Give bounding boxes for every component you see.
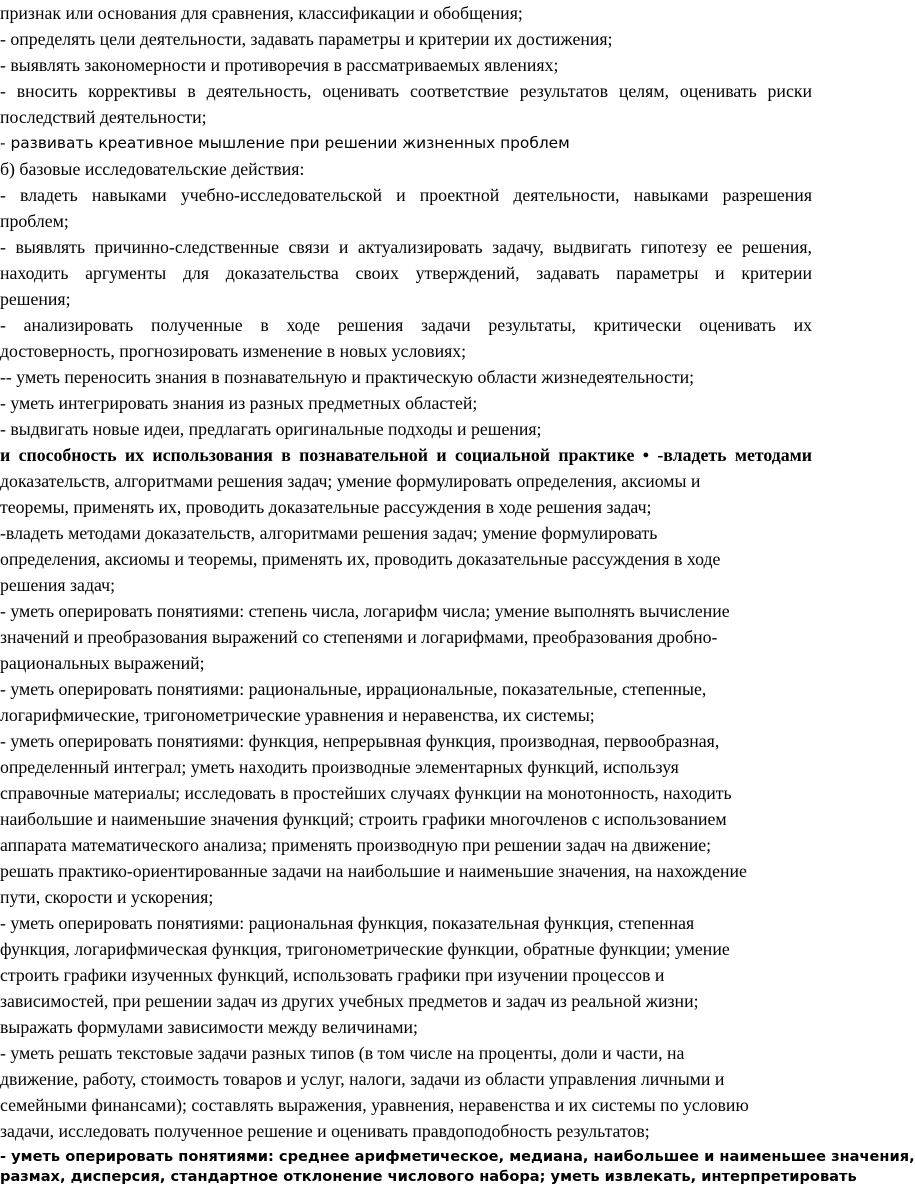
- text-line-sans: размах, дисперсия, стандартное отклонение числового набора; уметь извлекать, интерпретировать: [0, 1168, 857, 1185]
- text-line: значений и преобразования выражений со степенями и логарифмами, преобразования дробно-: [0, 627, 718, 647]
- text-line: определенный интеграл; уметь находить производные элементарных функций, используя: [0, 757, 679, 777]
- text-line: аппарата математического анализа; применять производную при решении задач на движение;: [0, 835, 712, 855]
- text-line: теоремы, применять их, проводить доказательные рассуждения в ходе решения задач;: [0, 497, 652, 517]
- text-line: признак или основания для сравнения, классификации и обобщения;: [0, 3, 523, 23]
- text-line: - определять цели деятельности, задавать параметры и критерии их достижения;: [0, 29, 613, 49]
- text-line: находить аргументы для доказательства своих утверждений, задавать параметры и критерии: [0, 263, 812, 283]
- text-line: - уметь решать текстовые задачи разных типов (в том числе на проценты, доли и части, на: [0, 1043, 685, 1063]
- bold-text-line: [0, 442, 812, 468]
- text-line: - владеть навыками учебно-исследовательской и проектной деятельности, навыками разрешения: [0, 185, 812, 205]
- text-line: справочные материалы; исследовать в простейших случаях функции на монотонность, находить: [0, 783, 732, 803]
- text-line: - анализировать полученные в ходе решения задачи результаты, критически оценивать их: [0, 315, 812, 335]
- text-line: - уметь оперировать понятиями: функция, непрерывная функция, производная, первообразная,: [0, 731, 720, 751]
- text-line: - уметь оперировать понятиями: рациональная функция, показательная функция, степенная: [0, 913, 695, 933]
- text-line: доказательств, алгоритмами решения задач; умение формулировать определения, аксиомы и: [0, 471, 701, 491]
- text-line: движение, работу, стоимость товаров и услуг, налоги, задачи из области управления личными и: [0, 1069, 725, 1089]
- text-line: определения, аксиомы и теоремы, применять их, проводить доказательные рассуждения в ходе: [0, 549, 721, 569]
- text-line: -владеть методами доказательств, алгоритмами решения задач; умение формулировать: [0, 523, 658, 543]
- text-line: -- уметь переносить знания в познавательную и практическую области жизнедеятельности;: [0, 367, 695, 387]
- text-line: последствий деятельности;: [0, 107, 207, 127]
- text-line: наибольшие и наименьшие значения функций; строить графики многочленов с использованием: [0, 809, 727, 829]
- bold-line-part1: и способность их использования в познавательной и социальной практике: [0, 445, 635, 465]
- bold-line-part2: -владеть методами: [657, 445, 813, 465]
- text-line: - выдвигать новые идеи, предлагать оригинальные подходы и решения;: [0, 419, 542, 439]
- text-line: решать практико-ориентированные задачи на наибольшие и наименьшие значения, на нахождение: [0, 861, 747, 881]
- text-line: задачи, исследовать полученное решение и оценивать правдоподобность результатов;: [0, 1121, 650, 1141]
- text-line: зависимостей, при решении задач из других учебных предметов и задач из реальной жизни;: [0, 991, 699, 1011]
- text-line: - выявлять закономерности и противоречия в рассматриваемых явлениях;: [0, 55, 559, 75]
- text-line: функция, логарифмическая функция, тригонометрические функции, обратные функции; умение: [0, 939, 730, 959]
- text-line: достоверность, прогнозировать изменение в новых условиях;: [0, 341, 467, 361]
- text-line: - выявлять причинно-следственные связи и актуализировать задачу, выдвигать гипотезу ее решения,: [0, 237, 812, 257]
- text-line: - уметь интегрировать знания из разных предметных областей;: [0, 393, 478, 413]
- text-line: рациональных выражений;: [0, 653, 205, 673]
- section-heading: б) базовые исследовательские действия:: [0, 159, 305, 179]
- text-line: строить графики изученных функций, использовать графики при изучении процессов и: [0, 965, 665, 985]
- bullet-icon: •: [642, 445, 649, 465]
- text-line: - уметь оперировать понятиями: рациональные, иррациональные, показательные, степенные,: [0, 679, 707, 699]
- text-line: решения задач;: [0, 575, 116, 595]
- text-line: логарифмические, тригонометрические уравнения и неравенства, их системы;: [0, 705, 595, 725]
- text-line: проблем;: [0, 211, 69, 231]
- text-line-sans: - уметь оперировать понятиями: среднее арифметическое, медиана, наибольшее и наименьшее значения,: [0, 1148, 915, 1165]
- text-line: - уметь оперировать понятиями: степень числа, логарифм числа; умение выполнять вычисление: [0, 601, 730, 621]
- text-line: решения;: [0, 289, 71, 309]
- text-line: пути, скорости и ускорения;: [0, 887, 214, 907]
- text-line-sans: - развивать креативное мышление при решении жизненных проблем: [0, 134, 570, 152]
- text-line: - вносить коррективы в деятельность, оценивать соответствие результатов целям, оценивать риски: [0, 81, 812, 101]
- text-line: семейными финансами); составлять выражения, уравнения, неравенства и их системы по условию: [0, 1095, 749, 1115]
- text-line: выражать формулами зависимости между величинами;: [0, 1017, 418, 1037]
